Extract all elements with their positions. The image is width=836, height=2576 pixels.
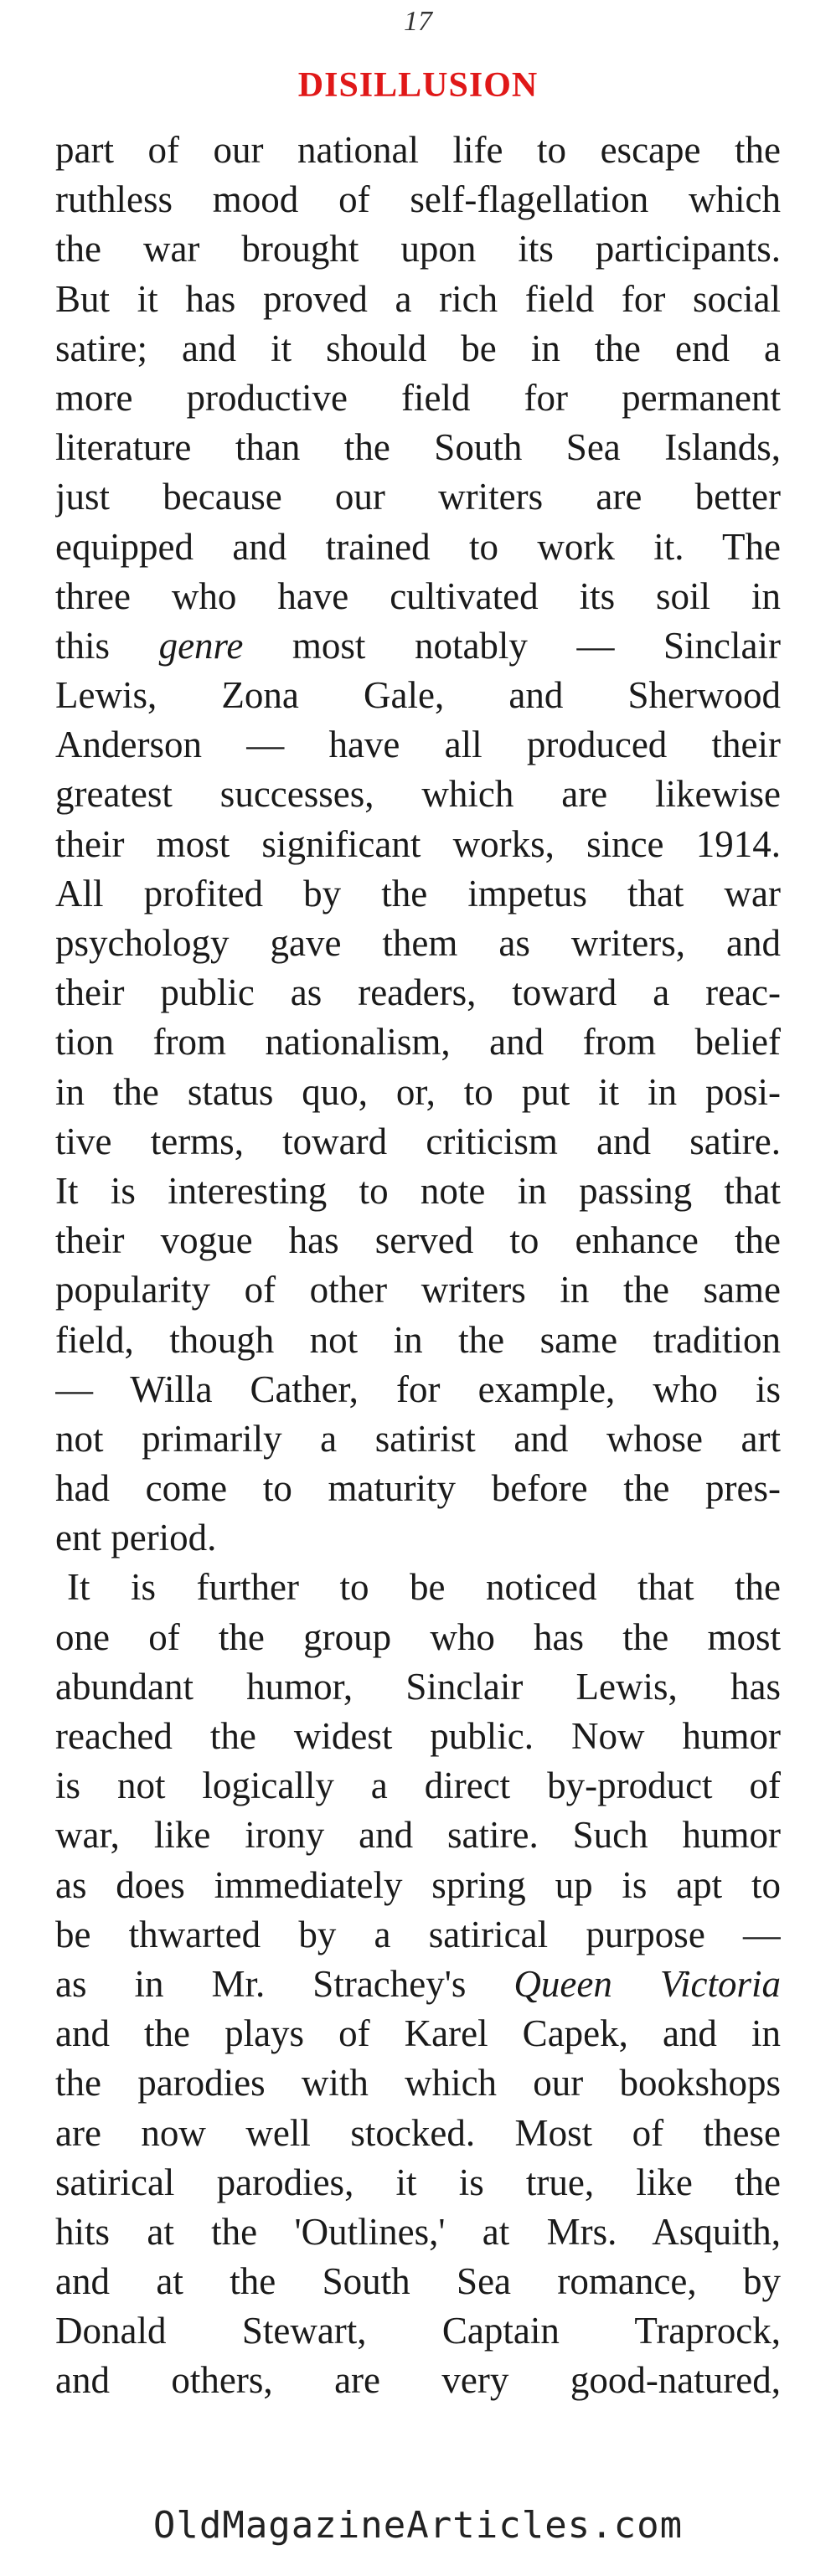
text-line: their vogue has served to enhance the [55, 1219, 781, 1262]
text-line: psychology gave them as writers, and [55, 922, 781, 964]
text-line: just because our writers are better [55, 476, 781, 518]
text-line: greatest successes, which are likewise [55, 773, 781, 816]
text-line: had come to maturity before the pres- [55, 1467, 781, 1510]
text-line: satire; and it should be in the end a [55, 327, 781, 369]
text-line: All profited by the impetus that war [55, 872, 781, 914]
text-line: their most significant works, since 1914. [55, 822, 781, 865]
text-line: tion from nationalism, and from belief [55, 1021, 781, 1064]
text-line: more productive field for permanent [55, 376, 781, 419]
text-line: war, like irony and satire. Such humor [55, 1814, 781, 1857]
text-line: is not logically a direct by-product of [55, 1765, 781, 1807]
text-line: in the status quo, or, to put it in posi- [55, 1070, 781, 1113]
text-line: tive terms, toward criticism and satire. [55, 1120, 781, 1162]
text-line: one of the group who has the most [55, 1615, 781, 1658]
text-line: Donald Stewart, Captain Traprock, [55, 2310, 781, 2352]
text-line: this genre most notably — Sinclair [55, 624, 781, 667]
text-line: It is further to be noticed that the [67, 1566, 781, 1609]
text-line: be thwarted by a satirical purpose — [55, 1913, 781, 1955]
article-body [55, 126, 781, 2406]
text-line: equipped and trained to work it. The [55, 525, 781, 568]
text-line: part of our national life to escape the [55, 129, 781, 171]
text-line: reached the widest public. Now humor [55, 1715, 781, 1757]
text-line: Lewis, Zona Gale, and Sherwood [55, 674, 781, 717]
text-line: field, though not in the same tradition [55, 1318, 781, 1361]
site-watermark: OldMagazineArticles.com [152, 2504, 684, 2547]
text-line: literature than the South Sea Islands, [55, 426, 781, 469]
text-line: Anderson — have all produced their [55, 724, 781, 766]
text-line: satirical parodies, it is true, like the [55, 2161, 781, 2203]
text-line: as in Mr. Strachey's Queen Victoria [55, 1962, 781, 2005]
text-line: and at the South Sea romance, by [55, 2260, 781, 2303]
text-line: their public as readers, toward a reac- [55, 971, 781, 1014]
italic-emphasis: genre [158, 624, 244, 667]
text-line: not primarily a satirist and whose art [55, 1417, 781, 1460]
text-line: It is interesting to note in passing that [55, 1169, 781, 1212]
text-line: ruthless mood of self-flagellation which [55, 178, 781, 221]
text-line: and the plays of Karel Capek, and in [55, 2012, 781, 2055]
text-line: and others, are very good-natured, [55, 2359, 781, 2402]
text-line: abundant humor, Sinclair Lewis, has [55, 1665, 781, 1708]
italic-emphasis: Queen Victoria [513, 1962, 781, 2005]
text-line: the war brought upon its participants. [55, 228, 781, 270]
page-number: 17 [404, 6, 432, 37]
text-line: as does immediately spring up is apt to [55, 1863, 781, 1906]
text-line: But it has proved a rich field for social [55, 277, 781, 320]
text-line: three who have cultivated its soil in [55, 574, 781, 617]
text-line: the parodies with which our bookshops [55, 2062, 781, 2105]
section-title: DISILLUSION [297, 66, 539, 105]
text-line: — Willa Cather, for example, who is [55, 1368, 781, 1410]
text-line: popularity of other writers in the same [55, 1269, 781, 1311]
text-line: ent period. [55, 1517, 217, 1559]
text-line: hits at the 'Outlines,' at Mrs. Asquith, [55, 2210, 781, 2253]
text-line: are now well stocked. Most of these [55, 2111, 781, 2154]
